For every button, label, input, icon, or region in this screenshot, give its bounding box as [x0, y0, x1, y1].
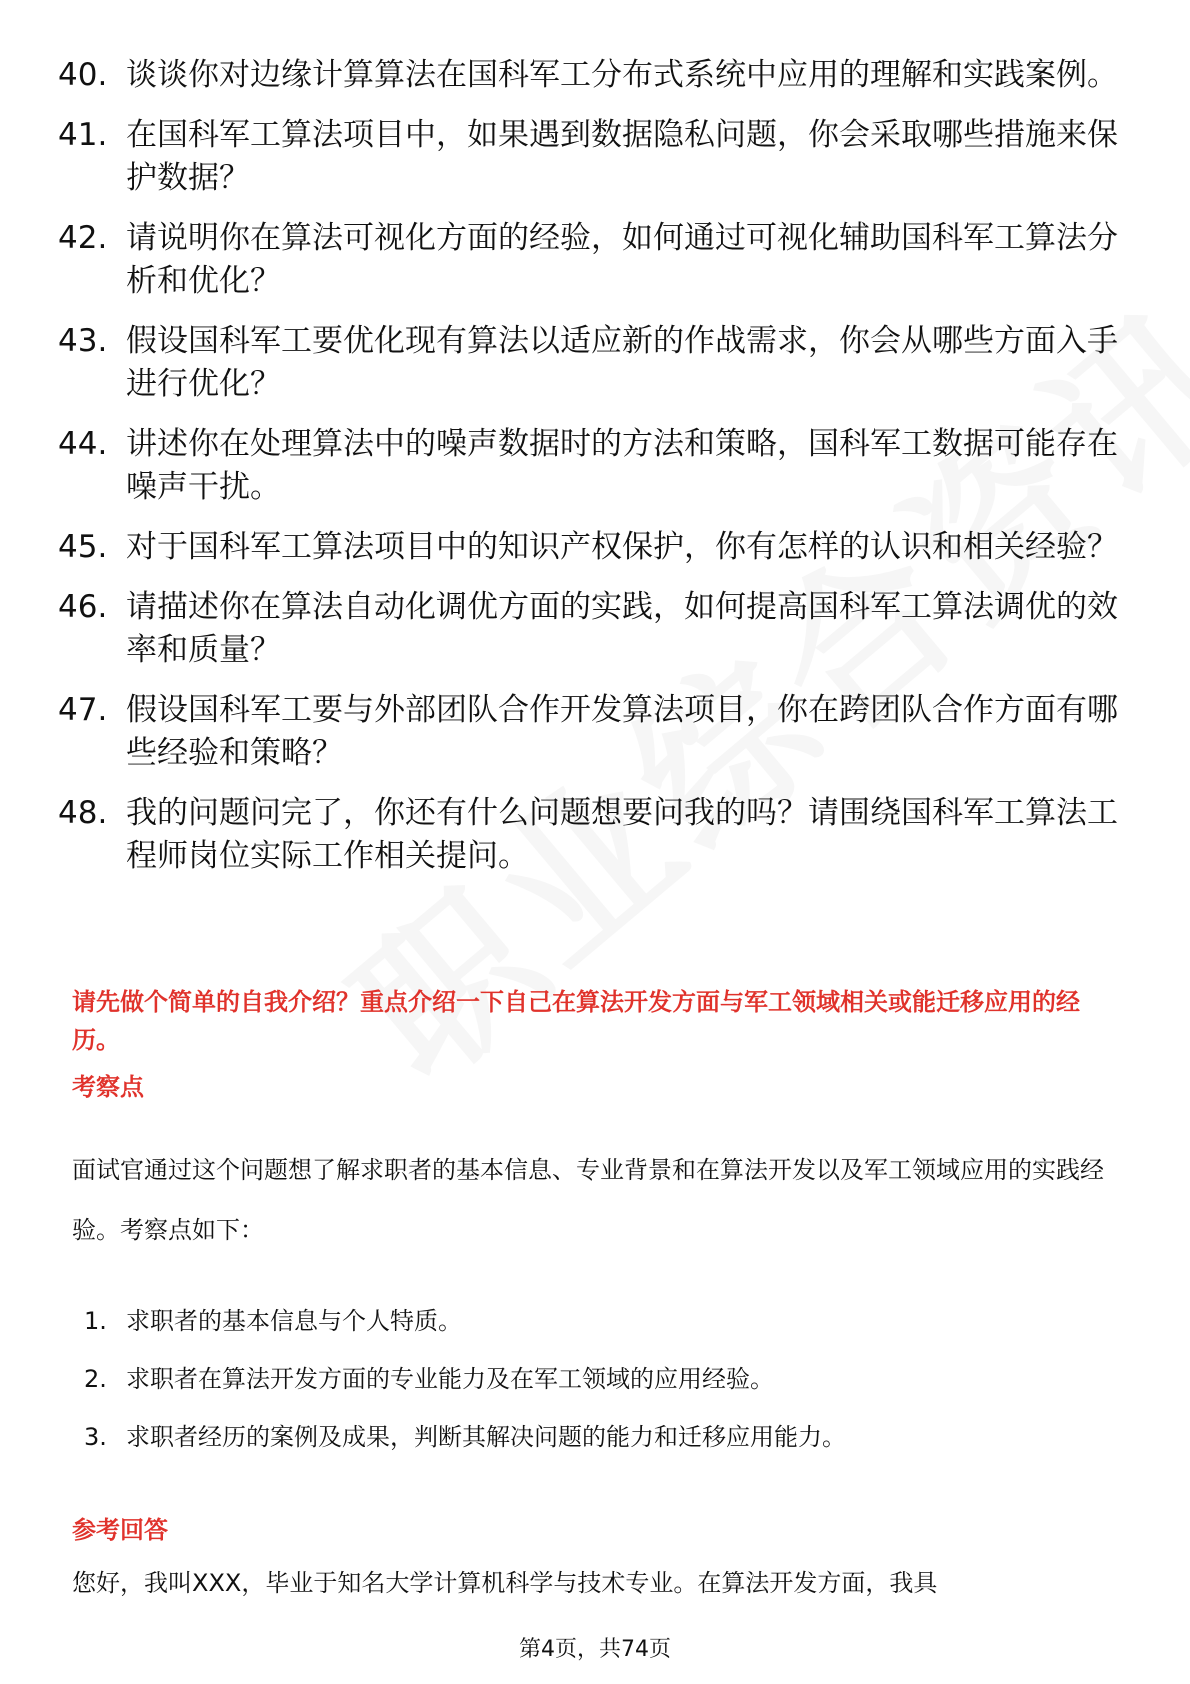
question-number: 44. — [58, 426, 108, 462]
question-text: 我的问题问完了，你还有什么问题想要问我的吗？请围绕国科军工算法工程师岗位实际工作相关提问。 — [126, 795, 1118, 874]
list-item — [58, 423, 1118, 509]
question-number: 46. — [58, 589, 108, 625]
list-item — [58, 217, 1118, 303]
list-item — [84, 1306, 1104, 1336]
question-text: 请说明你在算法可视化方面的经验，如何通过可视化辅助国科军工算法分析和优化？ — [126, 220, 1118, 299]
list-item — [58, 114, 1118, 200]
question-text: 对于国科军工算法项目中的知识产权保护，你有怎样的认识和相关经验？ — [126, 529, 1118, 565]
question-text: 假设国科军工要优化现有算法以适应新的作战需求，你会从哪些方面入手进行优化？ — [126, 323, 1118, 402]
question-list — [58, 54, 1118, 895]
item-text: 求职者在算法开发方面的专业能力及在军工领域的应用经验。 — [126, 1365, 774, 1393]
item-number: 3. — [84, 1423, 107, 1451]
question-text: 谈谈你对边缘计算算法在国科军工分布式系统中应用的理解和实践案例。 — [126, 57, 1118, 93]
question-text: 讲述你在处理算法中的噪声数据时的方法和策略，国科军工数据可能存在噪声干扰。 — [126, 426, 1118, 505]
question-number: 41. — [58, 117, 108, 153]
exam-points-list — [84, 1306, 1104, 1480]
question-text: 假设国科军工要与外部团队合作开发算法项目，你在跨团队合作方面有哪些经验和策略？ — [126, 692, 1118, 771]
question-number: 42. — [58, 220, 108, 256]
item-number: 2. — [84, 1365, 107, 1393]
highlight-question: 请先做个简单的自我介绍？重点介绍一下自己在算法开发方面与军工领域相关或能迁移应用的经历。 — [72, 988, 1080, 1054]
question-number: 45. — [58, 529, 108, 565]
reference-answer-heading: 参考回答 — [72, 1516, 168, 1544]
question-text: 在国科军工算法项目中，如果遇到数据隐私问题，你会采取哪些措施来保护数据？ — [126, 117, 1118, 196]
question-number: 48. — [58, 795, 108, 831]
question-number: 40. — [58, 57, 108, 93]
question-number: 47. — [58, 692, 108, 728]
reference-answer-text: 您好，我叫XXX，毕业于知名大学计算机科学与技术专业。在算法开发方面，我具 — [72, 1569, 938, 1597]
list-item — [58, 792, 1118, 878]
list-item — [58, 526, 1118, 569]
list-item — [58, 689, 1118, 775]
item-number: 1. — [84, 1307, 107, 1335]
list-item — [58, 586, 1118, 672]
list-item — [58, 54, 1118, 97]
item-text: 求职者经历的案例及成果，判断其解决问题的能力和迁移应用能力。 — [126, 1423, 846, 1451]
exam-points-intro: 面试官通过这个问题想了解求职者的基本信息、专业背景和在算法开发以及军工领域应用的实践经验。考察点如下： — [72, 1156, 1104, 1244]
question-text: 请描述你在算法自动化调优方面的实践，如何提高国科军工算法调优的效率和质量？ — [126, 589, 1118, 668]
page-footer: 第4页，共74页 — [519, 1637, 671, 1662]
question-number: 43. — [58, 323, 108, 359]
list-item — [84, 1422, 1104, 1452]
list-item — [58, 320, 1118, 406]
exam-points-heading: 考察点 — [72, 1073, 144, 1101]
item-text: 求职者的基本信息与个人特质。 — [126, 1307, 462, 1335]
list-item — [84, 1364, 1104, 1394]
